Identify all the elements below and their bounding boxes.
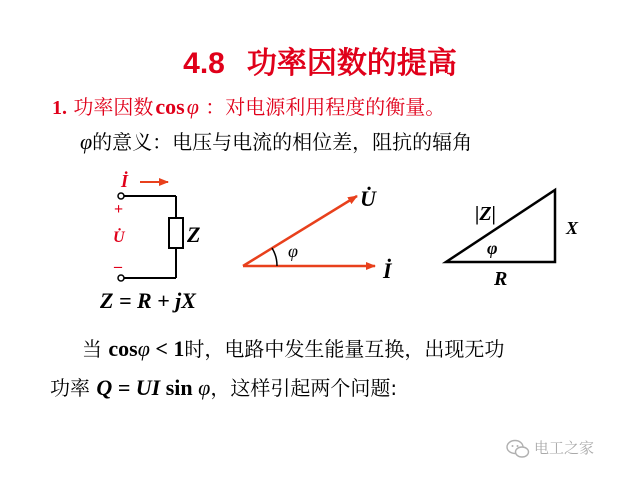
phasor-diagram — [243, 186, 393, 283]
para2-text: ，这样引起两个问题: — [210, 376, 398, 400]
phi-symbol: φ — [198, 375, 211, 400]
minus-label: – — [114, 258, 122, 275]
resistance-label: R — [494, 268, 508, 290]
circuit-current-label: İ — [121, 171, 129, 191]
triangle-angle-label: φ — [487, 238, 498, 258]
para2-prefix: 功率 — [50, 376, 97, 400]
impedance-box — [169, 218, 183, 248]
reactance-label: X — [566, 218, 579, 238]
section-number: 4.8 — [183, 47, 225, 80]
item-desc: ：对电源利用程度的衡量。 — [205, 95, 446, 119]
phi-symbol: φ — [80, 129, 93, 154]
circuit-voltage-label: U̇ — [113, 229, 125, 246]
impedance-triangle — [446, 190, 579, 290]
watermark — [506, 437, 594, 459]
impedance-label: Z — [187, 222, 201, 247]
cos-symbol: cos — [108, 336, 138, 361]
reactive-power-formula: Q = UI — [96, 375, 161, 400]
cos-symbol: cos — [155, 94, 185, 119]
impedance-formula: Z = R + jX — [100, 288, 196, 313]
wechat-icon — [506, 439, 530, 459]
paragraph-2 — [50, 372, 397, 401]
phasor-angle-label: φ — [288, 241, 298, 261]
less-than-one: < 1 — [149, 336, 185, 361]
hypotenuse-label: |Z| — [475, 203, 497, 225]
phasor-current-label: İ — [383, 258, 392, 283]
sin-symbol: sin — [160, 375, 199, 400]
phi-symbol: φ — [137, 336, 150, 361]
angle-arc — [272, 248, 277, 266]
para1-text: 时，电路中发生能量互换，出现无功 — [184, 337, 505, 361]
section-title: 功率因数的提高 — [246, 46, 457, 81]
phasor-voltage-label: U̇ — [360, 186, 376, 211]
voltage-phasor — [243, 196, 357, 266]
item-index: 1. — [52, 97, 67, 119]
item-label: 功率因数 — [73, 95, 154, 119]
para1-prefix: 当 — [82, 337, 102, 361]
paragraph-1 — [82, 333, 504, 362]
meaning-text: 的意义：电压与电流的相位差，阻抗的辐角 — [92, 130, 473, 154]
terminal-bottom — [118, 275, 124, 281]
terminal-top — [118, 193, 124, 199]
watermark-text: 电工之家 — [534, 439, 595, 457]
triangle-shape — [446, 190, 555, 262]
phi-symbol: φ — [186, 94, 199, 119]
plus-label: + — [114, 201, 124, 218]
circuit-diagram — [113, 170, 200, 281]
